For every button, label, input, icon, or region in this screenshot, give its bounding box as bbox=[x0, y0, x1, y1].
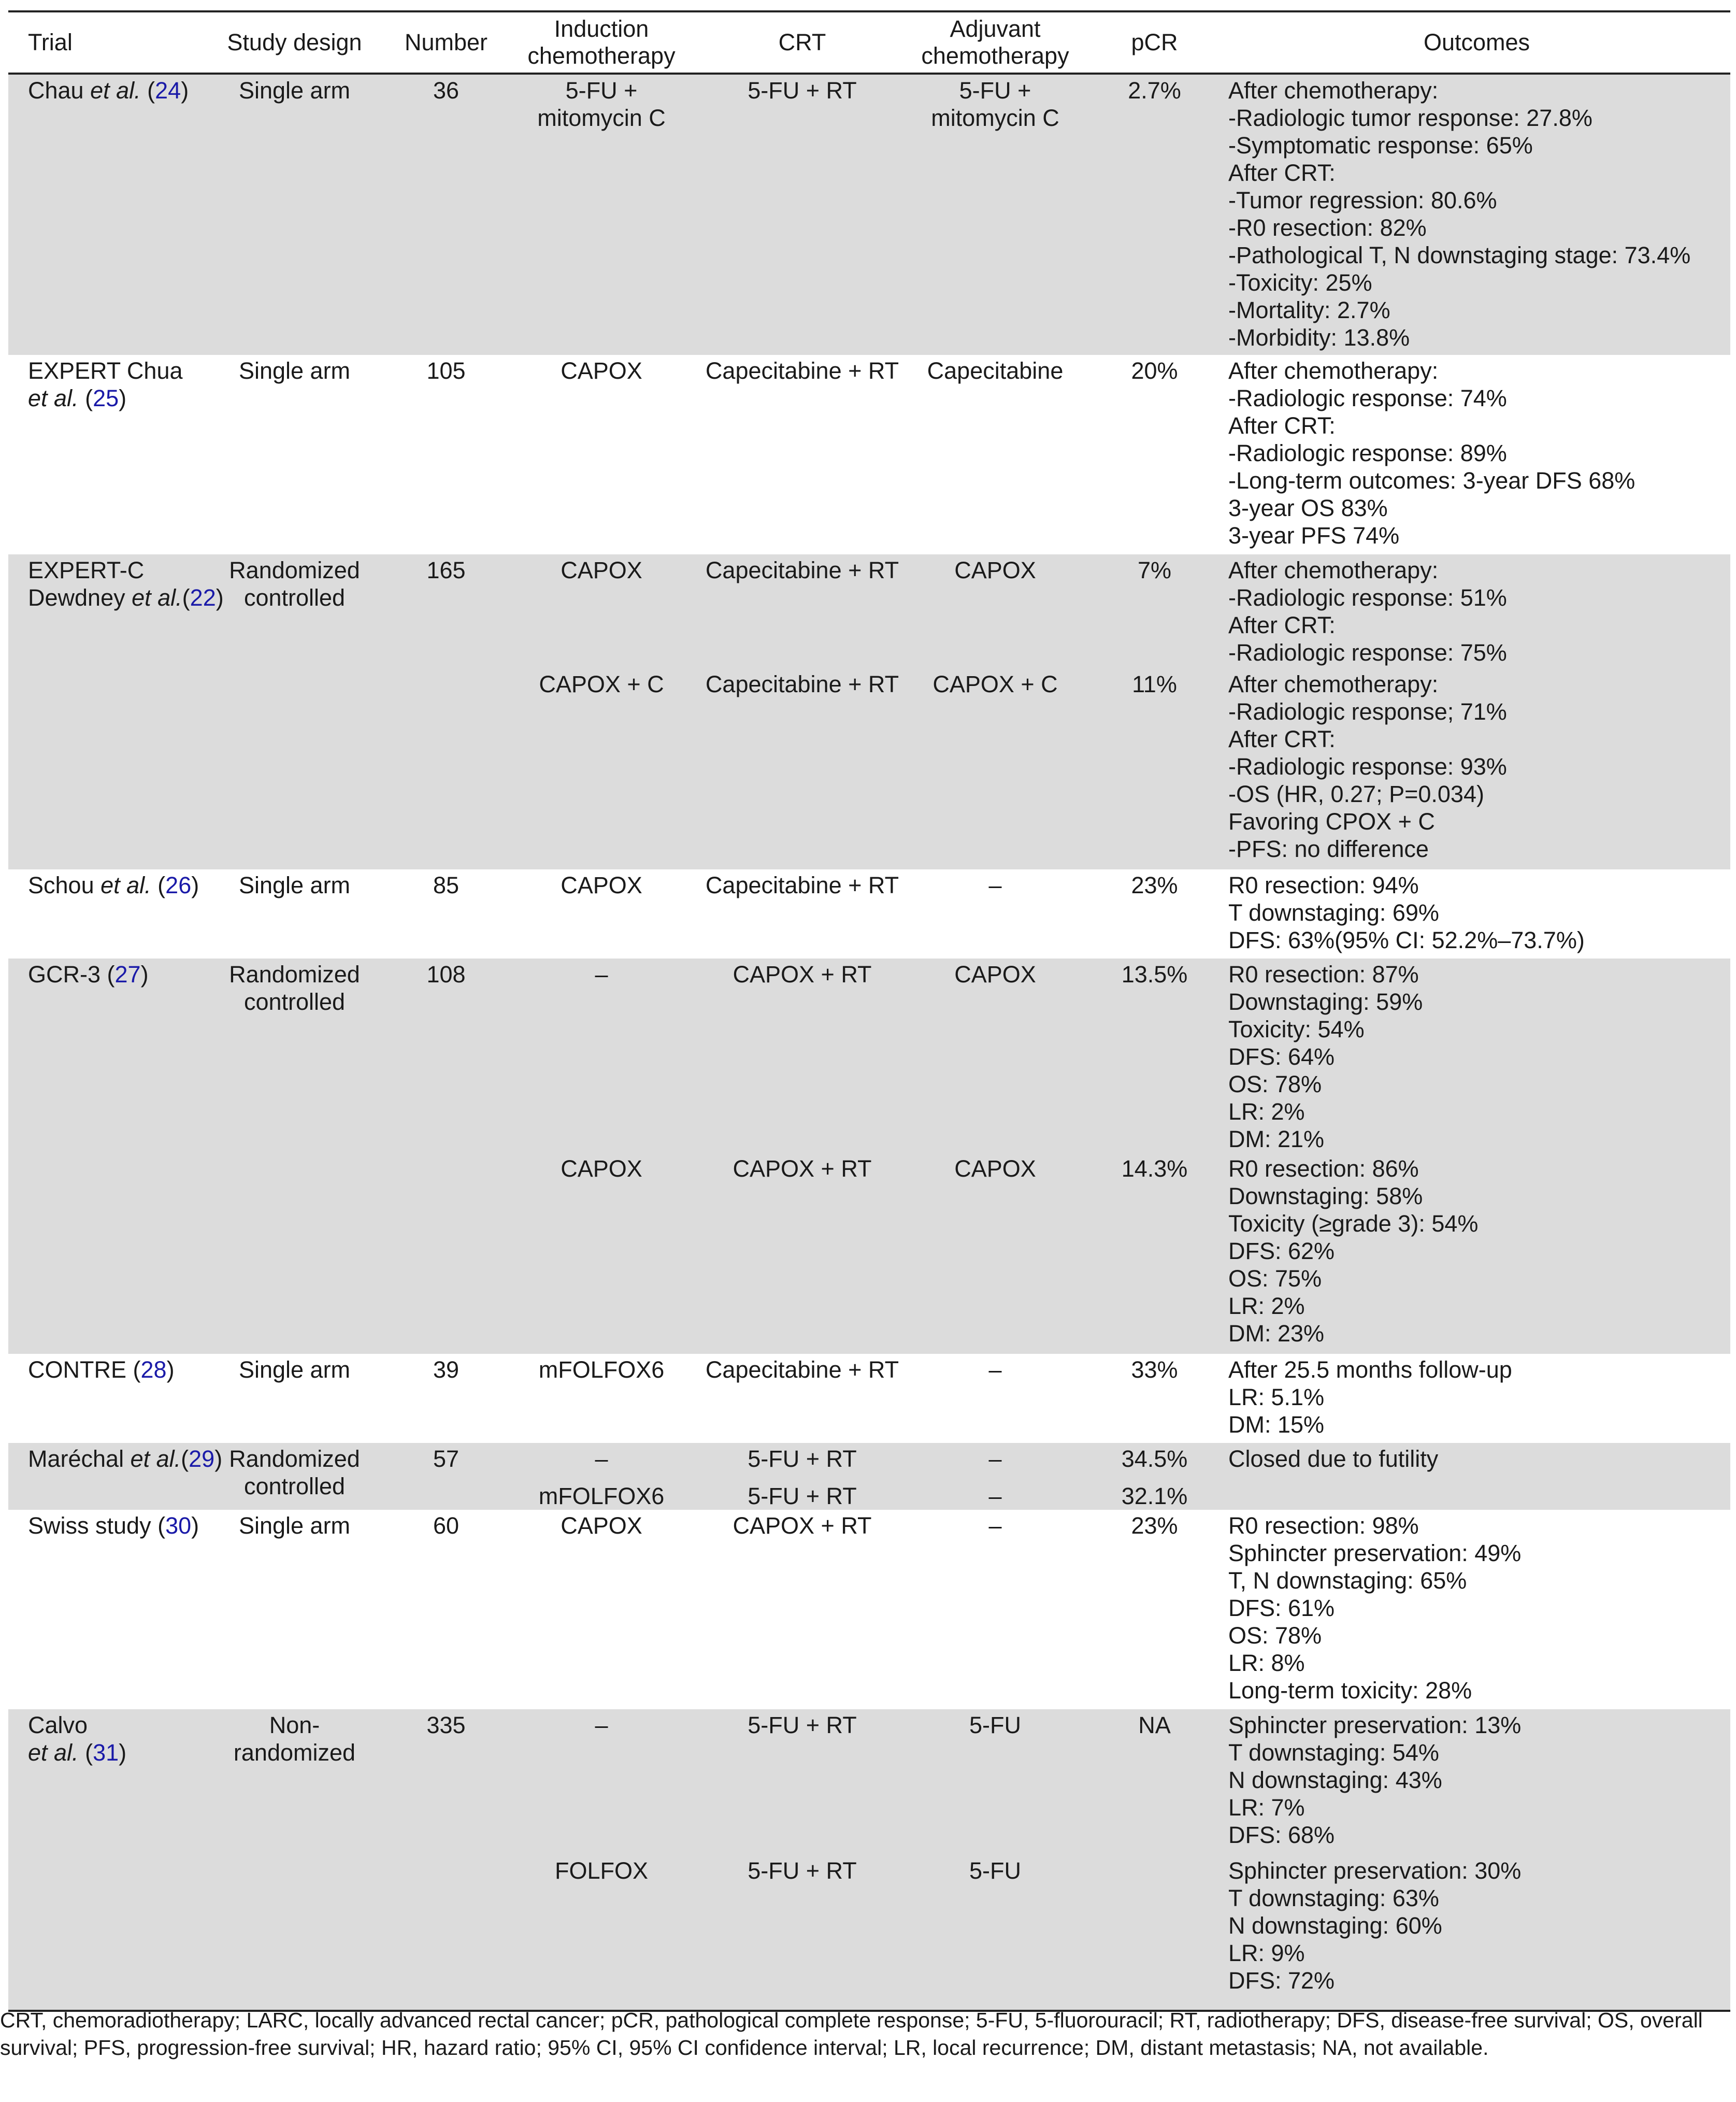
induction-cell bbox=[503, 1480, 700, 1510]
outcome-line: 3-year PFS 74% bbox=[1228, 522, 1400, 549]
header-study-design: Study design bbox=[227, 29, 362, 55]
outcome-line: 3-year OS 83% bbox=[1228, 495, 1388, 521]
trial-cell bbox=[8, 1709, 200, 2011]
pcr-cell: 14.3% bbox=[1086, 1153, 1223, 1354]
trial-cell bbox=[8, 959, 200, 1354]
induction-text: – bbox=[595, 1712, 608, 1738]
trial-name: EXPERT-C bbox=[28, 557, 145, 583]
induction-text: mitomycin C bbox=[537, 105, 666, 131]
outcome-line: LR: 9% bbox=[1228, 1940, 1305, 1966]
outcome-line: T downstaging: 63% bbox=[1228, 1885, 1439, 1911]
outcome-line: After chemotherapy: bbox=[1228, 671, 1439, 697]
induction-cell bbox=[503, 1855, 700, 2011]
pcr-cell: 2.7% bbox=[1086, 74, 1223, 355]
study-design-cell bbox=[200, 1443, 389, 1510]
outcomes-cell bbox=[1223, 1709, 1730, 1855]
paren-close: ) bbox=[191, 1512, 199, 1539]
induction-text: – bbox=[595, 1446, 608, 1472]
outcome-line: After CRT: bbox=[1228, 160, 1336, 186]
table-row bbox=[8, 869, 1730, 959]
induction-cell bbox=[503, 355, 700, 554]
number-cell: 57 bbox=[389, 1443, 503, 1510]
outcomes-cell bbox=[1223, 869, 1730, 959]
outcome-line: Downstaging: 58% bbox=[1228, 1183, 1423, 1209]
number-cell: 85 bbox=[389, 869, 503, 959]
et-al-text: et al. bbox=[28, 1739, 79, 1766]
reference-link[interactable]: 22 bbox=[190, 584, 216, 611]
induction-cell bbox=[503, 1153, 700, 1354]
et-al-text: et al. bbox=[28, 385, 79, 411]
outcome-line: N downstaging: 43% bbox=[1228, 1767, 1442, 1793]
reference-link[interactable]: 29 bbox=[189, 1446, 215, 1472]
outcome-line: LR: 8% bbox=[1228, 1650, 1305, 1676]
study-design-text: Single arm bbox=[238, 358, 351, 384]
induction-text: 5-FU + bbox=[565, 77, 638, 104]
induction-text: CAPOX bbox=[561, 358, 642, 384]
outcome-line: Favoring CPOX + C bbox=[1228, 808, 1435, 835]
table-row bbox=[8, 355, 1730, 554]
study-design-cell bbox=[200, 1354, 389, 1443]
paren-open: ( bbox=[78, 385, 93, 411]
adjuvant-text: 5-FU bbox=[969, 1857, 1021, 1884]
outcome-line: OS: 78% bbox=[1228, 1071, 1322, 1097]
reference-link[interactable]: 30 bbox=[165, 1512, 192, 1539]
paren-close: ) bbox=[140, 961, 149, 988]
et-al-text: et al. bbox=[130, 1446, 181, 1472]
pcr-cell: 7% bbox=[1086, 554, 1223, 668]
induction-text: mFOLFOX6 bbox=[538, 1483, 665, 1509]
outcome-line: After CRT: bbox=[1228, 612, 1336, 638]
outcomes-cell bbox=[1223, 959, 1730, 1153]
header-trial: Trial bbox=[28, 29, 73, 55]
induction-cell bbox=[503, 959, 700, 1153]
table-body bbox=[8, 74, 1730, 2011]
study-design-text: Randomized bbox=[229, 1446, 360, 1472]
outcomes-cell bbox=[1223, 1153, 1730, 1354]
header-adjuvant-chemotherapy: Adjuvant chemotherapy bbox=[921, 16, 1069, 69]
crt-cell: Capecitabine + RT bbox=[700, 1354, 905, 1443]
trial-name: CONTRE ( bbox=[28, 1356, 141, 1383]
number-cell: 60 bbox=[389, 1510, 503, 1709]
trial-name: Schou bbox=[28, 872, 101, 898]
adjuvant-cell bbox=[905, 668, 1086, 869]
crt-cell: 5-FU + RT bbox=[700, 74, 905, 355]
adjuvant-text: CAPOX bbox=[954, 557, 1036, 583]
table-row bbox=[8, 554, 1730, 668]
reference-link[interactable]: 26 bbox=[165, 872, 192, 898]
induction-text: – bbox=[595, 961, 608, 988]
adjuvant-cell bbox=[905, 869, 1086, 959]
crt-cell: Capecitabine + RT bbox=[700, 355, 905, 554]
induction-cell bbox=[503, 74, 700, 355]
study-design-text: controlled bbox=[243, 989, 346, 1015]
outcome-line: -Symptomatic response: 65% bbox=[1228, 132, 1533, 159]
outcome-line: -Tumor regression: 80.6% bbox=[1228, 187, 1497, 213]
crt-cell: CAPOX + RT bbox=[700, 1153, 905, 1354]
outcome-line: T downstaging: 54% bbox=[1228, 1739, 1439, 1766]
trial-name: Swiss study ( bbox=[28, 1512, 166, 1539]
table-row bbox=[8, 74, 1730, 355]
induction-cell bbox=[503, 1354, 700, 1443]
adjuvant-text: 5-FU + bbox=[959, 77, 1031, 104]
outcome-line: Toxicity (≥grade 3): 54% bbox=[1228, 1210, 1479, 1237]
pcr-cell: 23% bbox=[1086, 1510, 1223, 1709]
table-row bbox=[8, 1443, 1730, 1480]
study-design-cell bbox=[200, 554, 389, 869]
outcome-line: DFS: 61% bbox=[1228, 1595, 1335, 1621]
crt-cell: 5-FU + RT bbox=[700, 1855, 905, 2011]
study-design-cell bbox=[200, 74, 389, 355]
outcome-line: LR: 2% bbox=[1228, 1098, 1305, 1125]
outcome-line: Toxicity: 54% bbox=[1228, 1016, 1365, 1042]
header-number: Number bbox=[404, 29, 488, 55]
pcr-cell: 32.1% bbox=[1086, 1480, 1223, 1510]
outcome-line: -Radiologic response: 51% bbox=[1228, 584, 1507, 611]
outcome-line: After CRT: bbox=[1228, 412, 1336, 439]
induction-text: CAPOX bbox=[561, 557, 642, 583]
outcome-line: After chemotherapy: bbox=[1228, 358, 1439, 384]
outcome-line: Sphincter preservation: 30% bbox=[1228, 1857, 1522, 1884]
trial-name-cont: Dewdney bbox=[28, 584, 132, 611]
crt-cell: Capecitabine + RT bbox=[700, 869, 905, 959]
study-design-text: Non- bbox=[269, 1712, 320, 1738]
trial-name: GCR-3 ( bbox=[28, 961, 115, 988]
crt-cell: CAPOX + RT bbox=[700, 959, 905, 1153]
outcome-line: LR: 5.1% bbox=[1228, 1384, 1325, 1410]
outcome-line: DFS: 63%(95% CI: 52.2%–73.7%) bbox=[1228, 927, 1585, 953]
trial-name: Calvo bbox=[28, 1712, 88, 1738]
adjuvant-text: – bbox=[988, 1512, 1002, 1539]
reference-link[interactable]: 25 bbox=[93, 385, 119, 411]
adjuvant-cell bbox=[905, 1443, 1086, 1480]
adjuvant-cell bbox=[905, 74, 1086, 355]
outcome-line: R0 resection: 98% bbox=[1228, 1512, 1419, 1539]
header-crt: CRT bbox=[778, 29, 826, 55]
number-cell: 335 bbox=[389, 1709, 503, 2011]
study-design-text: Randomized bbox=[229, 961, 360, 988]
induction-cell bbox=[503, 1443, 700, 1480]
crt-cell: Capecitabine + RT bbox=[700, 554, 905, 668]
outcome-line: -Long-term outcomes: 3-year DFS 68% bbox=[1228, 467, 1635, 494]
adjuvant-cell bbox=[905, 1153, 1086, 1354]
paren-open: ( bbox=[181, 1446, 189, 1472]
paren-close: ) bbox=[119, 385, 127, 411]
adjuvant-text: – bbox=[988, 1446, 1002, 1472]
pcr-cell: 23% bbox=[1086, 869, 1223, 959]
crt-cell: 5-FU + RT bbox=[700, 1480, 905, 1510]
outcome-line: DFS: 68% bbox=[1228, 1822, 1335, 1848]
study-design-text: Single arm bbox=[238, 1356, 351, 1383]
outcome-line: DFS: 72% bbox=[1228, 1967, 1335, 1994]
outcome-line: DM: 15% bbox=[1228, 1411, 1325, 1438]
reference-link[interactable]: 28 bbox=[140, 1356, 167, 1383]
table-row bbox=[8, 1354, 1730, 1443]
pcr-cell: 20% bbox=[1086, 355, 1223, 554]
outcome-line: T downstaging: 69% bbox=[1228, 899, 1439, 926]
trial-name: EXPERT Chua bbox=[28, 358, 183, 384]
study-design-text: Randomized bbox=[229, 557, 360, 583]
trial-name: Maréchal bbox=[28, 1446, 131, 1472]
study-design-cell bbox=[200, 355, 389, 554]
outcome-line: After chemotherapy: bbox=[1228, 557, 1439, 583]
outcome-line: LR: 2% bbox=[1228, 1293, 1305, 1319]
header-pcr: pCR bbox=[1131, 29, 1178, 55]
adjuvant-cell bbox=[905, 1855, 1086, 2011]
outcome-line: R0 resection: 87% bbox=[1228, 961, 1419, 988]
adjuvant-cell bbox=[905, 959, 1086, 1153]
crt-cell: 5-FU + RT bbox=[700, 1443, 905, 1480]
induction-text: FOLFOX bbox=[554, 1857, 649, 1884]
number-cell: 39 bbox=[389, 1354, 503, 1443]
trial-cell bbox=[8, 1443, 223, 1510]
crt-cell: 5-FU + RT bbox=[700, 1709, 905, 1855]
outcomes-cell bbox=[1223, 1443, 1730, 1480]
outcomes-cell bbox=[1223, 355, 1730, 554]
outcome-line: OS: 75% bbox=[1228, 1265, 1322, 1292]
outcomes-cell bbox=[1223, 668, 1730, 869]
pcr-cell bbox=[1086, 1855, 1223, 2011]
outcome-line: T, N downstaging: 65% bbox=[1228, 1567, 1467, 1594]
outcome-line: -Radiologic response: 93% bbox=[1228, 753, 1507, 780]
induction-text: CAPOX bbox=[561, 1512, 642, 1539]
trial-cell bbox=[8, 1354, 200, 1443]
outcomes-cell bbox=[1223, 1480, 1730, 1510]
trial-cell bbox=[8, 355, 200, 554]
paren-open: ( bbox=[78, 1739, 93, 1766]
adjuvant-text: mitomycin C bbox=[931, 105, 1059, 131]
outcomes-cell bbox=[1223, 1855, 1730, 2011]
reference-link[interactable]: 31 bbox=[93, 1739, 119, 1766]
paren-open: ( bbox=[182, 584, 190, 611]
adjuvant-cell bbox=[905, 554, 1086, 668]
induction-cell bbox=[503, 668, 700, 869]
number-cell: 165 bbox=[389, 554, 503, 869]
paren-close: ) bbox=[216, 584, 224, 611]
outcome-line: -Radiologic response; 71% bbox=[1228, 698, 1507, 725]
paren-close: ) bbox=[166, 1356, 175, 1383]
study-design-text: randomized bbox=[233, 1739, 356, 1766]
reference-link[interactable]: 27 bbox=[114, 961, 141, 988]
trial-name: Chau bbox=[28, 77, 91, 104]
adjuvant-cell bbox=[905, 1354, 1086, 1443]
outcome-line: -Toxicity: 25% bbox=[1228, 269, 1372, 296]
header-induction-chemotherapy: Induction chemotherapy bbox=[527, 16, 676, 69]
induction-text: CAPOX + C bbox=[539, 671, 664, 697]
adjuvant-text: – bbox=[988, 1356, 1002, 1383]
trial-cell bbox=[8, 74, 200, 355]
outcome-line: R0 resection: 94% bbox=[1228, 872, 1419, 898]
outcome-line: -Radiologic response: 75% bbox=[1228, 639, 1507, 666]
outcome-line: N downstaging: 60% bbox=[1228, 1912, 1442, 1939]
number-cell: 36 bbox=[389, 74, 503, 355]
study-design-cell bbox=[200, 1709, 389, 2011]
paren-close: ) bbox=[191, 872, 199, 898]
outcome-line: -Radiologic tumor response: 27.8% bbox=[1228, 105, 1592, 131]
induction-text: CAPOX bbox=[561, 1155, 642, 1182]
crt-cell: CAPOX + RT bbox=[700, 1510, 905, 1709]
table-row bbox=[8, 959, 1730, 1153]
outcome-line: After 25.5 months follow-up bbox=[1228, 1356, 1512, 1383]
outcome-line: -Pathological T, N downstaging stage: 73.4% bbox=[1228, 242, 1691, 268]
induction-cell bbox=[503, 869, 700, 959]
adjuvant-text: CAPOX bbox=[954, 961, 1036, 988]
outcome-line: Long-term toxicity: 28% bbox=[1228, 1677, 1472, 1704]
reference-link[interactable]: 24 bbox=[155, 77, 181, 104]
study-design-cell bbox=[200, 869, 389, 959]
paren-close: ) bbox=[181, 77, 189, 104]
adjuvant-cell bbox=[905, 355, 1086, 554]
adjuvant-text: Capecitabine bbox=[927, 358, 1064, 384]
paren-open: ( bbox=[151, 872, 166, 898]
adjuvant-text: – bbox=[988, 1483, 1002, 1509]
et-al-text: et al. bbox=[132, 584, 182, 611]
outcomes-cell bbox=[1223, 1510, 1730, 1709]
outcome-line: -Mortality: 2.7% bbox=[1228, 297, 1390, 323]
outcomes-cell bbox=[1223, 74, 1730, 355]
outcome-line: -OS (HR, 0.27; P=0.034) bbox=[1228, 781, 1484, 807]
et-al-text: et al. bbox=[101, 872, 151, 898]
outcomes-cell bbox=[1223, 554, 1730, 668]
table-footnote: CRT, chemoradiotherapy; LARC, locally advanced rectal cancer; pCR, pathological complete response; 5-FU, 5-fluorouracil; RT, radiotherapy; DFS, disease-free survival; OS, overall survival; PFS, progression-free survival; HR, hazard ratio; 95% CI, 95% CI confidence interval; LR, local recurrence; DM, distant metastasis; NA, not available. bbox=[0, 2008, 1703, 2060]
trials-table bbox=[8, 10, 1730, 2012]
outcome-line: -PFS: no difference bbox=[1228, 836, 1429, 862]
study-design-text: Single arm bbox=[238, 77, 351, 104]
et-al-text: et al. bbox=[90, 77, 141, 104]
outcome-line: Sphincter preservation: 49% bbox=[1228, 1540, 1522, 1566]
outcome-line: -R0 resection: 82% bbox=[1228, 215, 1427, 241]
outcome-line: Sphincter preservation: 13% bbox=[1228, 1712, 1522, 1738]
induction-cell bbox=[503, 1709, 700, 1855]
induction-text: CAPOX bbox=[561, 872, 642, 898]
pcr-cell: 13.5% bbox=[1086, 959, 1223, 1153]
study-design-cell bbox=[200, 1510, 389, 1709]
header-row bbox=[8, 11, 1730, 74]
pcr-cell: 34.5% bbox=[1086, 1443, 1223, 1480]
outcome-line: OS: 78% bbox=[1228, 1622, 1322, 1649]
header-outcomes: Outcomes bbox=[1423, 29, 1530, 55]
paren-close: ) bbox=[119, 1739, 127, 1766]
pcr-cell: 33% bbox=[1086, 1354, 1223, 1443]
adjuvant-cell bbox=[905, 1480, 1086, 1510]
number-cell: 108 bbox=[389, 959, 503, 1354]
adjuvant-text: – bbox=[988, 872, 1002, 898]
study-design-cell bbox=[200, 959, 389, 1354]
adjuvant-text: CAPOX bbox=[954, 1155, 1036, 1182]
outcome-line: Downstaging: 59% bbox=[1228, 989, 1423, 1015]
outcome-line: DFS: 62% bbox=[1228, 1238, 1335, 1264]
outcome-line: DM: 23% bbox=[1228, 1320, 1325, 1347]
outcome-line: DM: 21% bbox=[1228, 1126, 1325, 1152]
study-design-text: Single arm bbox=[238, 1512, 351, 1539]
adjuvant-cell bbox=[905, 1510, 1086, 1709]
pcr-cell: NA bbox=[1086, 1709, 1223, 1855]
outcome-line: After chemotherapy: bbox=[1228, 77, 1439, 104]
table-row bbox=[8, 1510, 1730, 1709]
outcome-line: -Morbidity: 13.8% bbox=[1228, 324, 1410, 351]
adjuvant-cell bbox=[905, 1709, 1086, 1855]
adjuvant-text: 5-FU bbox=[969, 1712, 1021, 1738]
outcomes-cell bbox=[1223, 1354, 1730, 1443]
trial-cell bbox=[8, 554, 224, 869]
crt-cell: Capecitabine + RT bbox=[700, 668, 905, 869]
trial-cell bbox=[8, 1510, 200, 1709]
outcome-line: -Radiologic response: 89% bbox=[1228, 440, 1507, 466]
trial-cell bbox=[8, 869, 200, 959]
outcome-line: DFS: 64% bbox=[1228, 1043, 1335, 1070]
study-design-text: controlled bbox=[243, 1473, 346, 1499]
induction-cell bbox=[503, 554, 700, 668]
study-design-text: controlled bbox=[243, 584, 346, 611]
paren-close: ) bbox=[214, 1446, 223, 1472]
outcome-line: Closed due to futility bbox=[1228, 1446, 1439, 1472]
outcome-line: -Radiologic response: 74% bbox=[1228, 385, 1507, 411]
outcome-line: LR: 7% bbox=[1228, 1794, 1305, 1821]
paren-open: ( bbox=[140, 77, 155, 104]
induction-text: mFOLFOX6 bbox=[538, 1356, 665, 1383]
pcr-cell: 11% bbox=[1086, 668, 1223, 869]
outcome-line: After CRT: bbox=[1228, 726, 1336, 752]
table-row bbox=[8, 1709, 1730, 1855]
study-design-text: Single arm bbox=[238, 872, 351, 898]
adjuvant-text: CAPOX + C bbox=[932, 671, 1058, 697]
outcome-line: R0 resection: 86% bbox=[1228, 1155, 1419, 1182]
number-cell: 105 bbox=[389, 355, 503, 554]
induction-cell bbox=[503, 1510, 700, 1709]
